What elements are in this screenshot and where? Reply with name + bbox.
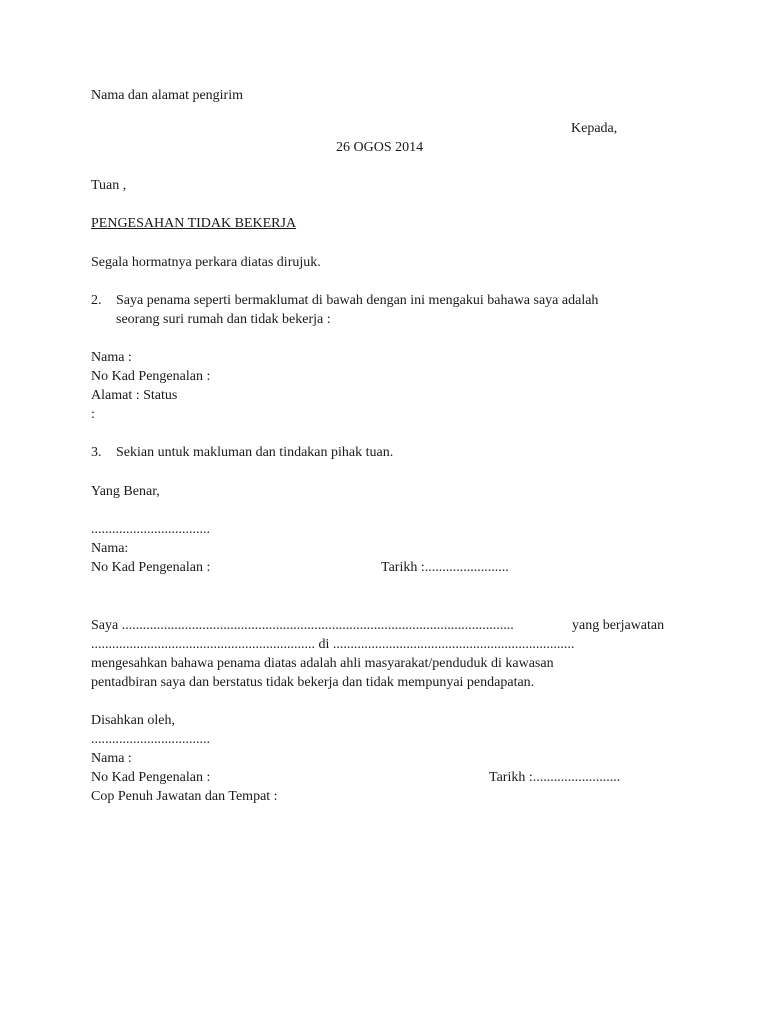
certification-line-2: ................................................................ di ..................................................................... [91,637,575,652]
official-stamp-label: Cop Penuh Jawatan dan Tempat : [91,789,278,804]
paragraph-2-line-1: Saya penama seperti bermaklumat di bawah dengan ini mengakui bahawa saya adalah [116,293,599,308]
paragraph-3-text: Sekian untuk makluman dan tindakan pihak tuan. [116,445,394,460]
signature-1-tarikh: Tarikh :........................ [381,560,509,575]
paragraph-2-line-2: seorang suri rumah dan tidak bekerja : [116,312,331,327]
certification-line-3: mengesahkan bahawa penama diatas adalah ahli masyarakat/penduduk di kawasan [91,656,554,671]
field-kad-pengenalan: No Kad Pengenalan : [91,369,211,384]
certification-line-1-end: yang berjawatan [572,618,665,633]
certified-by-label: Disahkan oleh, [91,713,175,728]
signature-2-kad: No Kad Pengenalan : [91,770,211,785]
opening-paragraph: Segala hormatnya perkara diatas dirujuk. [91,255,321,270]
field-alamat-status: Alamat : Status [91,388,178,403]
field-colon: : [91,407,95,422]
closing: Yang Benar, [91,484,160,499]
field-nama: Nama : [91,350,132,365]
paragraph-number-3: 3. [91,445,102,460]
signature-line-2: .................................. [91,732,210,747]
letter-date: 26 OGOS 2014 [336,140,424,155]
signature-2-tarikh: Tarikh :......................... [489,770,621,785]
certification-line-4: pentadbiran saya dan berstatus tidak bekerja dan tidak mempunyai pendapatan. [91,675,535,690]
certification-line-1: Saya ................................................................................................................ [91,618,514,633]
paragraph-number-2: 2. [91,293,102,308]
signature-1-nama: Nama: [91,541,129,556]
salutation: Tuan , [91,178,127,193]
signature-1-kad: No Kad Pengenalan : [91,560,211,575]
subject-heading: PENGESAHAN TIDAK BEKERJA [91,216,297,231]
sender-text: Nama dan alamat pengirim [91,88,243,103]
signature-2-nama: Nama : [91,751,132,766]
signature-line-1: .................................. [91,522,210,537]
recipient-text: Kepada, [571,121,618,136]
